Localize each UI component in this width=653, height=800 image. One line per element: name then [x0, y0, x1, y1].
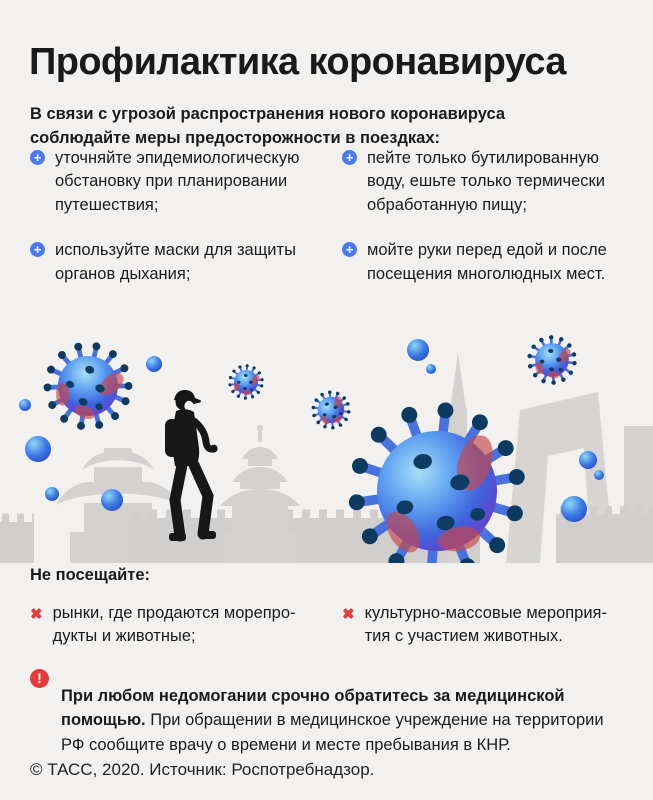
list-item-label: используйте маски для защиты органов дыхания; — [55, 241, 296, 283]
list-item — [30, 602, 312, 649]
avoid-section-heading: Не посещайте: — [30, 566, 151, 584]
virus-ball-icon — [561, 496, 587, 522]
avoid-list — [30, 602, 623, 649]
medical-warning — [30, 667, 615, 774]
virus-ball-icon — [25, 436, 51, 462]
cross-icon: ✖ — [30, 606, 43, 623]
virus-ball-icon — [45, 487, 59, 501]
list-item — [342, 147, 623, 217]
copyright-source-line: © ТАСС, 2020. Источник: Роспотребнадзор. — [30, 760, 375, 779]
list-item — [30, 147, 312, 217]
coronavirus-icon — [224, 360, 267, 403]
list-item — [342, 602, 623, 649]
virus-ball-icon — [19, 399, 31, 411]
beijing-virus-illustration — [0, 298, 653, 563]
virus-ball-icon — [579, 451, 597, 469]
plus-icon: + — [30, 150, 45, 165]
coronavirus-icon — [306, 385, 356, 435]
plus-icon: + — [342, 150, 357, 165]
exclamation-icon: ! — [30, 669, 49, 688]
coronavirus-icon — [524, 332, 580, 388]
list-item — [30, 239, 312, 286]
list-item-label: пейте только бутилированную воду, ешьте только термически обработанную пищу; — [367, 149, 605, 214]
coronavirus-icon — [30, 328, 146, 444]
list-item-label: культурно-массовые мероприятия с участием животных. — [364, 604, 607, 646]
list-item-label: мойте руки перед едой и после посещения многолюдных мест. — [367, 241, 607, 283]
list-item-label: уточняйте эпидемиологическую обстановку при планировании путешествия; — [55, 149, 300, 214]
plus-icon: + — [342, 242, 357, 257]
list-item — [342, 239, 623, 286]
intro-text: В связи с угрозой распространения нового коронавируса соблюдайте меры предосторожности в поездках: — [30, 104, 506, 148]
pagoda-silhouette — [220, 425, 300, 563]
virus-ball-icon — [101, 489, 123, 511]
precautions-list — [30, 147, 623, 286]
plus-icon: + — [30, 242, 45, 257]
list-item-label: рынки, где продаются морепродукты и животные; — [52, 604, 296, 646]
page-title: Профилактика коронавируса — [29, 41, 566, 84]
virus-ball-icon — [407, 339, 429, 361]
warning-text — [61, 684, 615, 758]
virus-ball-icon — [146, 356, 162, 372]
cross-icon: ✖ — [342, 606, 355, 623]
virus-ball-icon — [426, 364, 436, 374]
warning-rest-text: При обращении в медицинское учреждение на территории РФ сообщите врачу о времени и месте пребывания в КНР. — [61, 711, 604, 754]
virus-ball-icon — [594, 470, 604, 480]
warning-bold-text: При любом недомогании срочно обратитесь за медицинской помощью. — [61, 686, 565, 730]
